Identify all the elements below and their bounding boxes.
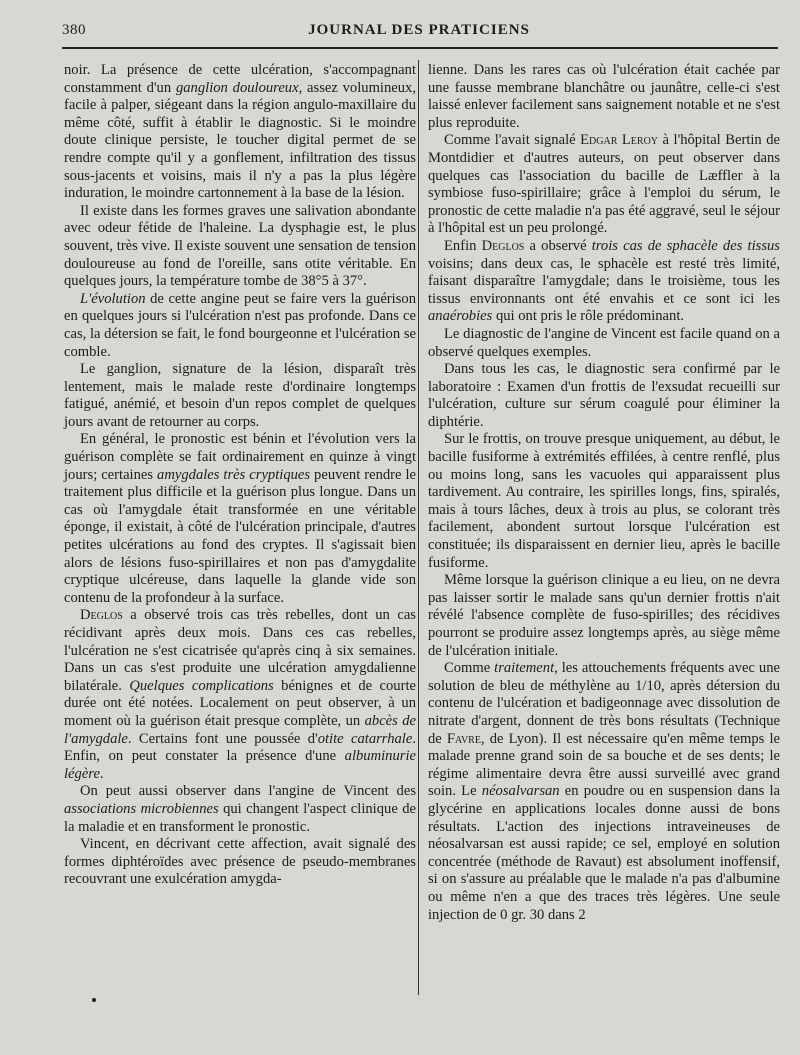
paragraph: Comme l'avait signalé Edgar Leroy à l'hôpital Bertin de Montdidier et d'autres auteurs, on peut observer dans quelques cas l'association du bacille de Læffler à la symbiose fuso-spirillaire; grâce à l'emploi du sérum, le pronostic de cette maladie n'a pas été aggravé, seul le séjour à l'hôpital est un peu prolongé. — [428, 132, 780, 237]
paragraph: L'évolution de cette angine peut se faire vers la guérison en quelques jours si l'ulcération n'est pas profonde. Dans ce cas, la détersion se fait, le fond bourgeonne et l'ulcération se comble. — [64, 290, 416, 360]
paragraph: Deglos a observé trois cas très rebelles, dont un cas récidivant après deux mois. Dans ces cas rebelles, l'ulcération ne s'est cicatrisée qu'après cinq à six semaines. Dans un cas s'est produite une ulcération amygdalienne bilatérale. Quelques complications bénignes et de courte durée ont été notées. Localement on peut observer, à un moment où la guérison était presque complète, un abcès de l'amygdale. Certains font une poussée d'otite catarrhale. Enfin, on peut constater la présence d'une albuminurie légère. — [64, 607, 417, 782]
paragraph: Enfin Deglos a observé trois cas de sphacèle des tissus voisins; dans deux cas, le sphacèle est resté très limité, faisant disparaître l'amygdale; dans le troisième, tous les tissus environnants ont été envahis et ce sont ici les anaérobies qui ont pris le rôle prédominant. — [428, 237, 780, 325]
paragraph: Vincent, en décrivant cette affection, avait signalé des formes diphtéroïdes avec présence de pseudo-membranes recouvrant une exulcération amygda- — [64, 836, 416, 888]
column-divider — [418, 60, 419, 995]
header-rule — [62, 47, 778, 49]
paragraph: lienne. Dans les rares cas où l'ulcération était cachée par une fausse membrane blanchâtre ou jaunâtre, celle-ci s'est laissé enlever facilement sans saignement notable et ne s'est plus reproduite. — [428, 62, 780, 131]
paragraph: On peut aussi observer dans l'angine de Vincent des associations microbiennes qui changent l'aspect clinique de la maladie et en transforment le pronostic. — [64, 783, 416, 835]
right-column — [428, 62, 780, 924]
paragraph: noir. La présence de cette ulcération, s'accompagnant constamment d'un ganglion douloureux, assez volumineux, facile à palper, siégeant dans la région angulo-maxillaire du même côté, suffit à établir le diagnostic. Si le moindre doute clinique persiste, le toucher digital permet de se rendre compte qu'il y a gonflement, infiltration des tissus sous-jacents et voisins, mais il n'y a pas la plus légère induration, le moindre cartonnement à la base de la lésion. — [64, 62, 416, 202]
page-number: 380 — [62, 22, 86, 38]
running-title: JOURNAL DES PRATICIENS — [308, 22, 530, 38]
paragraph: Dans tous les cas, le diagnostic sera confirmé par le laboratoire : Examen d'un frottis de l'exsudat recueilli sur l'ulcération, culture sur sérum coagulé pour éliminer la diphtérie. — [428, 361, 780, 430]
paragraph: Le diagnostic de l'angine de Vincent est facile quand on a observé quelques exemples. — [428, 325, 780, 360]
paragraph: Même lorsque la guérison clinique a eu lieu, on ne devra pas laisser sortir le malade sans qu'un dernier frottis n'ait révélé l'absence complète de fuso-spirilles; des récidives pourront se produire assez longtemps après, au siège même de l'ulcération initiale. — [428, 572, 780, 659]
paragraph: En général, le pronostic est bénin et l'évolution vers la guérison complète se fait ordinairement en quinze à vingt jours; certaines amygdales très cryptiques peuvent rendre le traitement plus difficile et la guérison plus longue. Dans un cas où l'amygdale était transformée en une véritable éponge, il existait, à côté de l'ulcération principale, d'autres petites ulcérations au fond des cryptes. Il s'agissait bien alors de lésions fuso-spirillaires et non pas d'amygdalite cryptique ulcéreuse, dans laquelle la glande vide son contenu de la profondeur à la surface. — [64, 431, 416, 606]
page-header — [62, 22, 776, 44]
paragraph: Le ganglion, signature de la lésion, disparaît très lentement, mais le malade reste d'ordinaire longtemps fatigué, anémié, et besoin d'un repos complet de quelques jours avant de retourner au corps. — [64, 361, 416, 430]
left-column — [64, 62, 416, 889]
paragraph: Comme traitement, les attouchements fréquents avec une solution de bleu de méthylène au 1/10, après détersion du contenu de l'ulcération et badigeonnage avec dissolution de nitrate d'argent, donnent de très bons résultats (Technique de Favre, de Lyon). Il est nécessaire qu'en même temps le malade prenne grand soin de sa bouche et de ses dents; le régime alimentaire devra être aussi surveillé avec grand soin. Le néosalvarsan en poudre ou en suspension dans la glycérine en applications locales donne aussi de bons résultats. L'action des injections intraveineuses de néosalvarsan est aussi rapide; ce sel, employé en solution concentrée (méthode de Ravaut) est absolument inoffensif, si on s'assure au préalable que le malade n'a pas d'albumine ou même n'en a que des traces très légères. Une seule injection de 0 gr. 30 dans 2 — [428, 660, 780, 923]
paragraph: Sur le frottis, on trouve presque uniquement, au début, le bacille fusiforme à extrémités effilées, à centre renflé, plus ou moins long, sans les vacuoles qui apparaissent plus tardivement. Au contraire, les spirilles longs, fins, spiralés, mais à tours lâches, deux à trois au plus, se colorant très facilement, abondent surtout lorsque l'ulcération est constituée; ils disparaissent en dernier lieu, après le bacille fusiforme. — [428, 431, 780, 571]
ink-dot — [92, 998, 96, 1002]
paragraph: Il existe dans les formes graves une salivation abondante avec odeur fétide de l'haleine. La dysphagie est, le plus souvent, très vive. Il existe souvent une sensation de tension douloureuse au fond de l'oreille, sans otite véritable. En quelques jours, la température tombe de 38°5 à 37°. — [64, 202, 416, 290]
